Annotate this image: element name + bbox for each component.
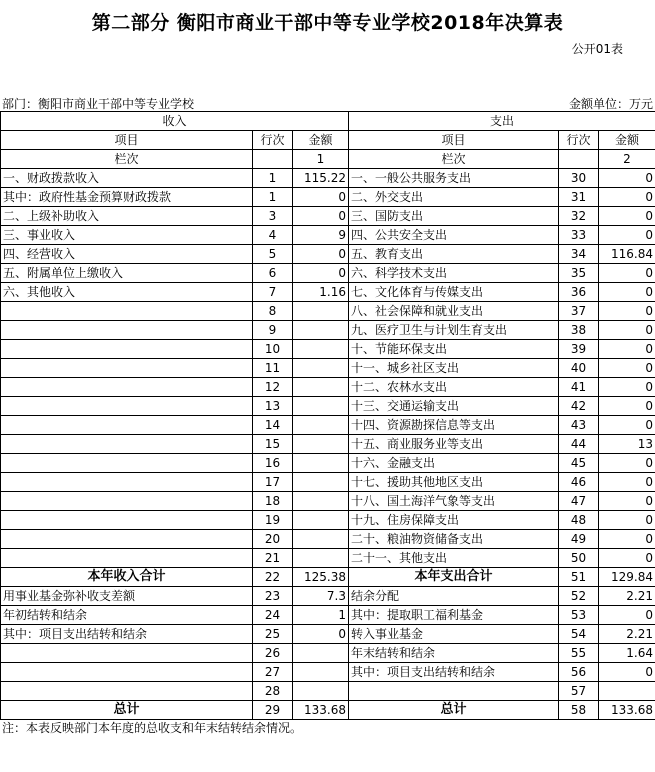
income-amount: 0	[293, 264, 349, 283]
expense-row-number: 45	[559, 454, 599, 473]
income-amount	[293, 511, 349, 530]
income-item	[1, 663, 253, 682]
income-row-number: 4	[253, 226, 293, 245]
footnote: 注：本表反映部门本年度的总收支和年末结转结余情况。	[2, 721, 303, 735]
expense-col-number: 2	[599, 150, 655, 169]
expense-amount: 0	[599, 264, 655, 283]
expense-header: 支出	[349, 112, 655, 131]
expense-amount: 0	[599, 511, 655, 530]
income-amount-header: 金额	[293, 131, 349, 150]
table-row	[1, 473, 655, 492]
expense-item: 十五、商业服务业等支出	[349, 435, 559, 454]
expense-item-header: 项目	[349, 131, 559, 150]
income-item: 二、上级补助收入	[1, 207, 253, 226]
expense-lanci: 栏次	[349, 150, 559, 169]
income-row-number: 28	[253, 682, 293, 701]
expense-amount: 0	[599, 169, 655, 188]
income-row-number: 5	[253, 245, 293, 264]
department-label: 部门：衡阳市商业干部中等专业学校	[2, 97, 195, 111]
table-row	[1, 625, 655, 644]
income-row-number: 8	[253, 302, 293, 321]
income-row-number: 11	[253, 359, 293, 378]
income-item: 其中：政府性基金预算财政拨款	[1, 188, 253, 207]
expense-amount	[599, 682, 655, 701]
expense-amount: 0	[599, 663, 655, 682]
income-row-number: 20	[253, 530, 293, 549]
page-title: 第二部分 衡阳市商业干部中等专业学校2018年决算表	[91, 12, 564, 34]
table-row	[1, 568, 655, 587]
income-item	[1, 359, 253, 378]
expense-item: 十三、交通运输支出	[349, 397, 559, 416]
expense-amount: 0	[599, 530, 655, 549]
table-row	[1, 492, 655, 511]
expense-row-number: 44	[559, 435, 599, 454]
table-row	[1, 245, 655, 264]
income-item-header: 项目	[1, 131, 253, 150]
table-row	[1, 302, 655, 321]
income-item: 其中：项目支出结转和结余	[1, 625, 253, 644]
income-amount: 0	[293, 245, 349, 264]
income-amount	[293, 359, 349, 378]
table-row	[1, 663, 655, 682]
table-row	[1, 226, 655, 245]
expense-row-number: 47	[559, 492, 599, 511]
expense-amount: 0	[599, 340, 655, 359]
blank-cell	[559, 150, 599, 169]
expense-amount: 0	[599, 473, 655, 492]
income-row-number: 21	[253, 549, 293, 568]
income-amount	[293, 321, 349, 340]
expense-row-number: 33	[559, 226, 599, 245]
income-amount	[293, 530, 349, 549]
expense-item: 十二、农林水支出	[349, 378, 559, 397]
income-amount: 133.68	[293, 701, 349, 720]
income-row-number: 18	[253, 492, 293, 511]
income-item	[1, 644, 253, 663]
expense-row-number: 38	[559, 321, 599, 340]
table-row	[1, 340, 655, 359]
expense-amount: 0	[599, 283, 655, 302]
table-row	[1, 188, 655, 207]
income-row-number: 6	[253, 264, 293, 283]
income-rowno-header: 行次	[253, 131, 293, 150]
table-row	[1, 283, 655, 302]
income-amount: 0	[293, 188, 349, 207]
income-item: 本年收入合计	[1, 568, 253, 587]
expense-item: 一、一般公共服务支出	[349, 169, 559, 188]
expense-item: 二十一、其他支出	[349, 549, 559, 568]
income-amount	[293, 378, 349, 397]
income-row-number: 17	[253, 473, 293, 492]
income-row-number: 12	[253, 378, 293, 397]
lanci-row	[1, 150, 655, 169]
income-row-number: 14	[253, 416, 293, 435]
income-item	[1, 340, 253, 359]
expense-row-number: 34	[559, 245, 599, 264]
blank-cell	[253, 150, 293, 169]
expense-item: 四、公共安全支出	[349, 226, 559, 245]
expense-row-number: 43	[559, 416, 599, 435]
expense-item: 年末结转和结余	[349, 644, 559, 663]
income-row-number: 16	[253, 454, 293, 473]
expense-amount: 0	[599, 321, 655, 340]
expense-item: 二、外交支出	[349, 188, 559, 207]
expense-row-number: 50	[559, 549, 599, 568]
income-header: 收入	[1, 112, 349, 131]
income-amount: 7.3	[293, 587, 349, 606]
table-row	[1, 701, 655, 720]
income-item	[1, 682, 253, 701]
income-amount	[293, 435, 349, 454]
expense-item: 十一、城乡社区支出	[349, 359, 559, 378]
expense-row-number: 49	[559, 530, 599, 549]
expense-item: 十、节能环保支出	[349, 340, 559, 359]
income-amount: 9	[293, 226, 349, 245]
column-header-row	[1, 131, 655, 150]
expense-item	[349, 682, 559, 701]
expense-item: 本年支出合计	[349, 568, 559, 587]
income-row-number: 19	[253, 511, 293, 530]
expense-row-number: 51	[559, 568, 599, 587]
expense-row-number: 56	[559, 663, 599, 682]
expense-item: 五、教育支出	[349, 245, 559, 264]
income-amount	[293, 663, 349, 682]
table-row	[1, 530, 655, 549]
expense-row-number: 41	[559, 378, 599, 397]
income-item	[1, 549, 253, 568]
table-row	[1, 644, 655, 663]
expense-item: 其中：提取职工福利基金	[349, 606, 559, 625]
table-row	[1, 169, 655, 188]
income-row-number: 26	[253, 644, 293, 663]
income-item: 三、事业收入	[1, 226, 253, 245]
expense-row-number: 46	[559, 473, 599, 492]
expense-amount: 116.84	[599, 245, 655, 264]
income-item: 年初结转和结余	[1, 606, 253, 625]
expense-row-number: 31	[559, 188, 599, 207]
income-row-number: 23	[253, 587, 293, 606]
income-col-number: 1	[293, 150, 349, 169]
income-item: 总计	[1, 701, 253, 720]
income-item	[1, 511, 253, 530]
income-row-number: 7	[253, 283, 293, 302]
section-header-row	[1, 112, 655, 131]
expense-row-number: 37	[559, 302, 599, 321]
expense-row-number: 58	[559, 701, 599, 720]
income-item: 六、其他收入	[1, 283, 253, 302]
income-item	[1, 435, 253, 454]
budget-table	[0, 111, 655, 720]
income-amount: 125.38	[293, 568, 349, 587]
table-row	[1, 549, 655, 568]
expense-item: 十七、援助其他地区支出	[349, 473, 559, 492]
table-row	[1, 397, 655, 416]
expense-item: 九、医疗卫生与计划生育支出	[349, 321, 559, 340]
expense-row-number: 42	[559, 397, 599, 416]
expense-amount: 0	[599, 492, 655, 511]
income-item	[1, 397, 253, 416]
income-amount	[293, 340, 349, 359]
income-row-number: 13	[253, 397, 293, 416]
income-item	[1, 473, 253, 492]
expense-row-number: 48	[559, 511, 599, 530]
expense-item: 结余分配	[349, 587, 559, 606]
income-item	[1, 492, 253, 511]
expense-row-number: 39	[559, 340, 599, 359]
expense-amount: 129.84	[599, 568, 655, 587]
table-row	[1, 454, 655, 473]
table-row	[1, 207, 655, 226]
income-item	[1, 530, 253, 549]
expense-item: 其中：项目支出结转和结余	[349, 663, 559, 682]
expense-amount: 0	[599, 549, 655, 568]
expense-row-number: 35	[559, 264, 599, 283]
income-row-number: 9	[253, 321, 293, 340]
unit-label: 金额单位：万元	[568, 97, 653, 111]
table-row	[1, 435, 655, 454]
expense-amount: 0	[599, 188, 655, 207]
expense-item: 十六、金融支出	[349, 454, 559, 473]
income-amount	[293, 454, 349, 473]
expense-amount: 13	[599, 435, 655, 454]
income-amount	[293, 397, 349, 416]
income-amount: 1.16	[293, 283, 349, 302]
table-row	[1, 606, 655, 625]
expense-amount: 0	[599, 359, 655, 378]
income-amount	[293, 302, 349, 321]
expense-row-number: 36	[559, 283, 599, 302]
income-amount	[293, 549, 349, 568]
expense-item: 总计	[349, 701, 559, 720]
expense-amount: 0	[599, 397, 655, 416]
income-row-number: 27	[253, 663, 293, 682]
income-item	[1, 378, 253, 397]
expense-item: 转入事业基金	[349, 625, 559, 644]
expense-row-number: 32	[559, 207, 599, 226]
income-row-number: 1	[253, 169, 293, 188]
income-amount: 0	[293, 207, 349, 226]
income-amount	[293, 492, 349, 511]
expense-amount: 0	[599, 302, 655, 321]
expense-item: 七、文化体育与传媒支出	[349, 283, 559, 302]
income-amount	[293, 473, 349, 492]
income-amount	[293, 416, 349, 435]
table-row	[1, 416, 655, 435]
expense-amount: 0	[599, 416, 655, 435]
expense-row-number: 54	[559, 625, 599, 644]
expense-item: 二十、粮油物资储备支出	[349, 530, 559, 549]
income-item	[1, 454, 253, 473]
expense-amount-header: 金额	[599, 131, 655, 150]
expense-item: 十八、国土海洋气象等支出	[349, 492, 559, 511]
expense-amount: 1.64	[599, 644, 655, 663]
income-amount: 0	[293, 625, 349, 644]
expense-row-number: 53	[559, 606, 599, 625]
income-item: 五、附属单位上缴收入	[1, 264, 253, 283]
income-item: 一、财政拨款收入	[1, 169, 253, 188]
income-amount: 1	[293, 606, 349, 625]
income-amount: 115.22	[293, 169, 349, 188]
expense-row-number: 30	[559, 169, 599, 188]
expense-item: 六、科学技术支出	[349, 264, 559, 283]
income-row-number: 15	[253, 435, 293, 454]
income-row-number: 10	[253, 340, 293, 359]
table-row	[1, 321, 655, 340]
expense-amount: 0	[599, 606, 655, 625]
income-row-number: 22	[253, 568, 293, 587]
expense-item: 八、社会保障和就业支出	[349, 302, 559, 321]
expense-row-number: 55	[559, 644, 599, 663]
expense-amount: 0	[599, 207, 655, 226]
expense-amount: 2.21	[599, 625, 655, 644]
table-row	[1, 587, 655, 606]
income-row-number: 3	[253, 207, 293, 226]
expense-amount: 0	[599, 226, 655, 245]
table-row	[1, 378, 655, 397]
income-row-number: 25	[253, 625, 293, 644]
income-item	[1, 302, 253, 321]
income-item: 用事业基金弥补收支差额	[1, 587, 253, 606]
income-row-number: 29	[253, 701, 293, 720]
table-row	[1, 359, 655, 378]
expense-item: 三、国防支出	[349, 207, 559, 226]
expense-item: 十九、住房保障支出	[349, 511, 559, 530]
table-row	[1, 511, 655, 530]
expense-amount: 0	[599, 378, 655, 397]
expense-amount: 133.68	[599, 701, 655, 720]
income-item	[1, 321, 253, 340]
income-row-number: 1	[253, 188, 293, 207]
table-row	[1, 264, 655, 283]
form-number: 公开01表	[571, 42, 623, 56]
income-lanci: 栏次	[1, 150, 253, 169]
income-item: 四、经营收入	[1, 245, 253, 264]
expense-item: 十四、资源勘探信息等支出	[349, 416, 559, 435]
income-amount	[293, 644, 349, 663]
expense-rowno-header: 行次	[559, 131, 599, 150]
expense-amount: 2.21	[599, 587, 655, 606]
expense-row-number: 40	[559, 359, 599, 378]
expense-row-number: 57	[559, 682, 599, 701]
expense-row-number: 52	[559, 587, 599, 606]
table-row	[1, 682, 655, 701]
expense-amount: 0	[599, 454, 655, 473]
income-row-number: 24	[253, 606, 293, 625]
income-item	[1, 416, 253, 435]
income-amount	[293, 682, 349, 701]
